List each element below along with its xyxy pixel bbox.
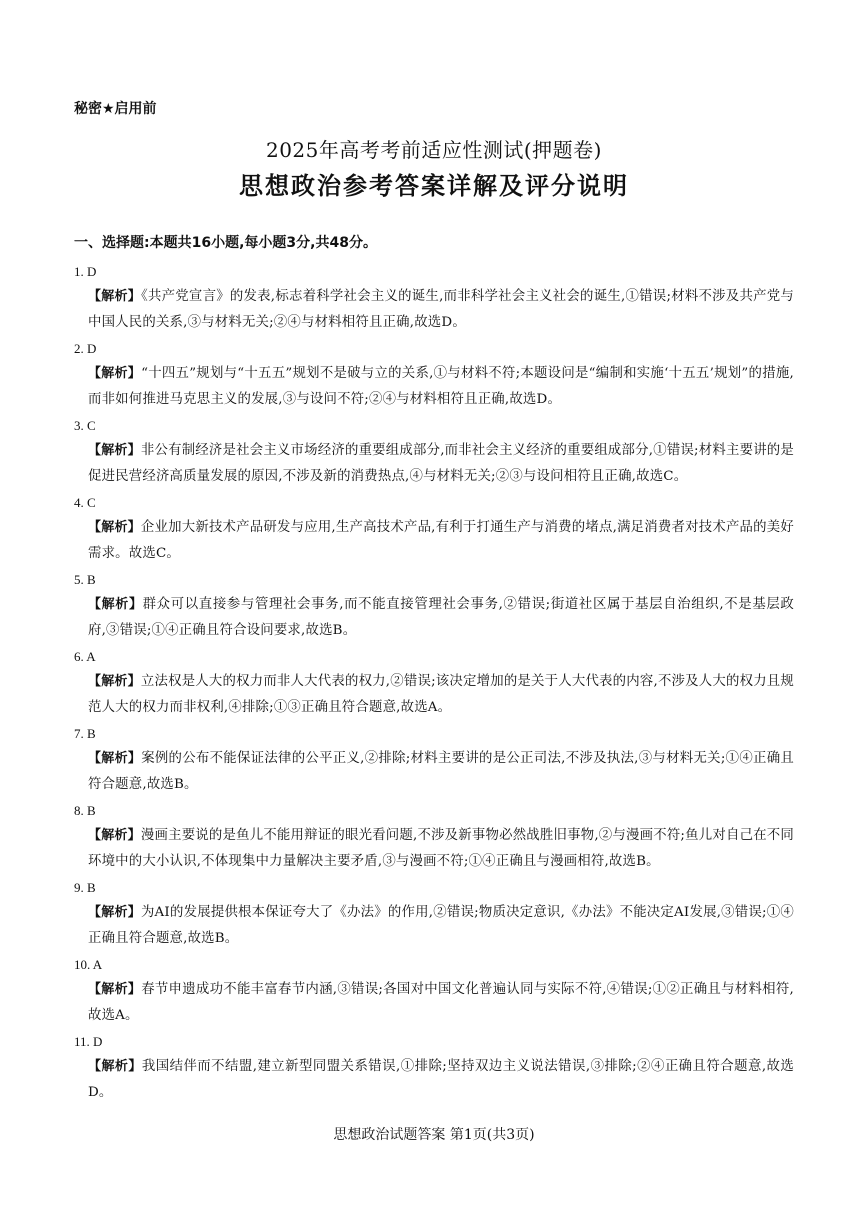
explanation-text: 《共产党宣言》的发表,标志着科学社会主义的诞生,而非科学社会主义社会的诞生,①错误;材料不涉及共产党与中国人民的关系,③与材料无关;②④与材料相符且正确,故选D。 xyxy=(88,289,794,330)
answer-item-7 xyxy=(74,722,794,797)
explanation-text: 非公有制经济是社会主义市场经济的重要组成部分,而非社会主义经济的重要组成部分,①错误;材料主要讲的是促进民营经济高质量发展的原因,不涉及新的消费热点,④与材料无关;②③与设问相符且正确,故选C。 xyxy=(88,443,794,484)
answer-explanation xyxy=(74,746,794,797)
answer-explanation xyxy=(74,977,794,1028)
explanation-text: 我国结伴而不结盟,建立新型同盟关系错误,①排除;坚持双边主义说法错误,③排除;②④正确且符合题意,故选D。 xyxy=(88,1059,794,1100)
answer-item-4 xyxy=(74,491,794,566)
answer-number: 8. B xyxy=(74,803,96,818)
explanation-text: “十四五”规划与“十五五”规划不是破与立的关系,①与材料不符;本题设问是“编制和实施‘十五五’规划”的措施,而非如何推进马克思主义的发展,③与设问不符;②④与材料相符且正确,故选D。 xyxy=(88,366,794,407)
explanation-tag: 【解析】 xyxy=(88,674,141,689)
explanation-text: 春节申遗成功不能丰富春节内涵,③错误;各国对中国文化普遍认同与实际不符,④错误;①②正确且与材料相符,故选A。 xyxy=(88,982,794,1023)
answer-explanation xyxy=(74,361,794,412)
explanation-tag: 【解析】 xyxy=(88,289,142,304)
document-title: 思想政治参考答案详解及评分说明 xyxy=(239,172,629,200)
answer-explanation xyxy=(74,515,794,566)
answer-item-2 xyxy=(74,337,794,412)
answer-item-5 xyxy=(74,568,794,643)
exam-title: 2025年高考考前适应性测试(押题卷) xyxy=(265,138,602,162)
answer-number: 10. A xyxy=(74,957,103,972)
explanation-text: 群众可以直接参与管理社会事务,而不能直接管理社会事务,②错误;街道社区属于基层自治组织,不是基层政府,③错误;①④正确且符合设问要求,故选B。 xyxy=(88,597,795,638)
answer-number: 1. D xyxy=(74,264,97,279)
answer-explanation xyxy=(74,592,794,643)
explanation-tag: 【解析】 xyxy=(88,828,141,843)
answer-number: 4. C xyxy=(74,495,96,510)
answer-explanation xyxy=(74,284,794,335)
answer-item-3 xyxy=(74,414,794,489)
answer-number: 7. B xyxy=(74,726,96,741)
explanation-tag: 【解析】 xyxy=(88,751,142,766)
answer-item-10 xyxy=(74,953,794,1028)
page-footer: 思想政治试题答案 第1页(共3页) xyxy=(333,1127,535,1143)
explanation-tag: 【解析】 xyxy=(88,520,141,535)
answer-number: 9. B xyxy=(74,880,96,895)
explanation-tag: 【解析】 xyxy=(88,443,141,458)
explanation-text: 漫画主要说的是鱼儿不能用辩证的眼光看问题,不涉及新事物必然战胜旧事物,②与漫画不符;鱼儿对自己在不同环境中的大小认识,不体现集中力量解决主要矛盾,③与漫画不符;①④正确且与漫画相符,故选B。 xyxy=(88,828,794,869)
answer-explanation xyxy=(74,823,794,874)
explanation-text: 企业加大新技术产品研发与应用,生产高技术产品,有利于打通生产与消费的堵点,满足消费者对技术产品的美好需求。故选C。 xyxy=(88,520,794,561)
answer-item-11 xyxy=(74,1030,794,1105)
explanation-text: 立法权是人大的权力而非人大代表的权力,②错误;该决定增加的是关于人大代表的内容,不涉及人大的权力且规范人大的权力而非权利,④排除;①③正确且符合题意,故选A。 xyxy=(88,674,794,715)
answer-explanation xyxy=(74,438,794,489)
section-heading: 一、选择题:本题共16小题,每小题3分,共48分。 xyxy=(74,235,377,251)
answer-number: 6. A xyxy=(74,649,96,664)
answer-explanation xyxy=(74,900,794,951)
explanation-text: 为AI的发展提供根本保证夸大了《办法》的作用,②错误;物质决定意识,《办法》不能决定AI发展,③错误;①④正确且符合题意,故选B。 xyxy=(88,905,794,946)
answer-number: 5. B xyxy=(74,572,96,587)
answer-number: 11. D xyxy=(74,1034,103,1049)
explanation-tag: 【解析】 xyxy=(88,366,142,381)
explanation-tag: 【解析】 xyxy=(88,597,143,612)
answer-item-9 xyxy=(74,876,794,951)
confidential-label: 秘密★启用前 xyxy=(74,101,157,117)
answer-explanation xyxy=(74,1054,794,1105)
answer-item-8 xyxy=(74,799,794,874)
answer-explanation xyxy=(74,669,794,720)
explanation-text: 案例的公布不能保证法律的公平正义,②排除;材料主要讲的是公正司法,不涉及执法,③与材料无关;①④正确且符合题意,故选B。 xyxy=(88,751,794,792)
explanation-tag: 【解析】 xyxy=(88,1059,142,1074)
explanation-tag: 【解析】 xyxy=(88,905,141,920)
answer-item-6 xyxy=(74,645,794,720)
answer-item-1 xyxy=(74,260,794,335)
answer-number: 2. D xyxy=(74,341,97,356)
answer-number: 3. C xyxy=(74,418,96,433)
explanation-tag: 【解析】 xyxy=(88,982,142,997)
answer-list xyxy=(74,260,794,1107)
